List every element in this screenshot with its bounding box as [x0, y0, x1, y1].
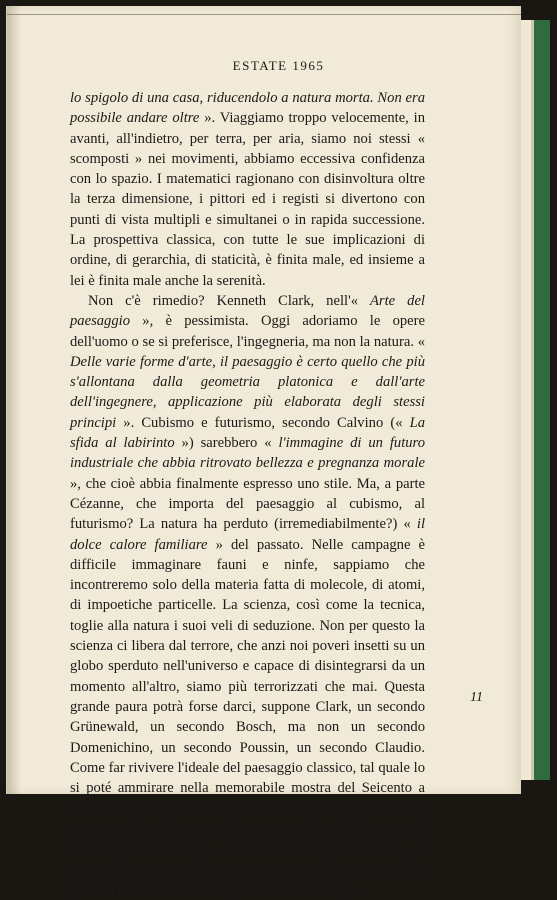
page-edge — [521, 20, 531, 780]
paragraph-2 — [70, 291, 425, 900]
p2-run-11: chissà, sarebbero forse più belle le autostrade, senza perdere comodo ed anzi acquistandone persino materialmente — [70, 841, 425, 898]
running-header: ESTATE 1965 — [0, 58, 557, 74]
p2-run-5: La sfida al labirinto — [70, 415, 425, 451]
body-text — [70, 88, 425, 900]
p2-run-9: il dolce calore familiare — [70, 516, 425, 552]
book-cover-edge — [534, 20, 550, 780]
p2-run-0: Non c'è rimedio? Kenneth Clark, nell'« — [88, 293, 370, 309]
p2-run-4: ». Cubismo e futurismo, secondo Calvino (« — [116, 415, 409, 431]
p2-run-12: », qualora i tecnici si ispi- — [202, 882, 357, 898]
p2-run-10: » del passato. Nelle campagne è difficile immaginare fauni e ninfe, sappiamo che incontreremo solo della materia fatta di molecole, di atomi, di impoetiche particelle. La scienza, così come la tecnica, toglie alla natura i suoi veli di seduzione. Non per questo la scienza ci libera dal terrore, che anzi noi poveri insetti su un globo sperduto nell'universo e capace di disintegrarsi da un momento all'altro, siamo più terrorizzati che mai. Questa grande paura potrà forse darci, suppone Clark, un secondo Grünewald, un secondo Bosch, ma non un secondo Domenichino, un secondo Poussin, un secondo Claudio. Come far rivivere l'ideale del paesaggio classico, tal quale lo si poté ammirare nella memorabile mostra del Seicento a Bologna? Leonardo Borgese ben consiglia ingegneri e geometri di guardare e studiare quei quadri, dove la natura è divinizzata: « — [70, 537, 425, 857]
top-rule — [7, 14, 521, 15]
p2-run-7: l'immagine di un futuro industriale che abbia ritrovato bellezza e pregnanza morale — [70, 435, 425, 471]
p2-run-2: », è pessimista. Oggi adoriamo le opere dell'uomo o se si preferisce, l'ingegneria, ma non la natura. « — [70, 313, 425, 349]
p2-run-8: », che cioè abbia finalmente espresso uno stile. Ma, a parte Cézanne, che importa del paesaggio al cubismo, al futurismo? La natura ha perduto (irremediabilmente?) « — [70, 476, 425, 533]
p1-run-0: lo spigolo di una casa, riducendolo a natura morta. Non era possibile andare oltre — [70, 90, 425, 126]
p2-run-6: ») sarebbero « — [175, 435, 279, 451]
page-number: 11 — [470, 690, 483, 706]
paragraph-1 — [70, 88, 425, 291]
p2-run-3: Delle varie forme d'arte, il paesaggio è certo quello che più s'allontana dalla geometria platonica e dall'arte dell'ingegnere, applicazione più elaborata degli stessi principi — [70, 354, 425, 431]
p2-run-1: Arte del paesaggio — [70, 293, 425, 329]
p1-run-1: ». Viaggiamo troppo velocemente, in avanti, all'indietro, per terra, per aria, siamo noi stessi « scomposti » nei movimenti, abbiamo eccessiva confidenza con lo spazio. I matematici ragionano con disinvoltura oltre la terza dimensione, i pittori ed i registi si divertono con punti di vista multipli e simultanei o in rapida successione. La prospettiva classica, con tutte le sue implicazioni di ordine, di gerarchia, di staticità, è finita male, ed insieme a lei è finita male anche la serenità. — [70, 110, 425, 288]
